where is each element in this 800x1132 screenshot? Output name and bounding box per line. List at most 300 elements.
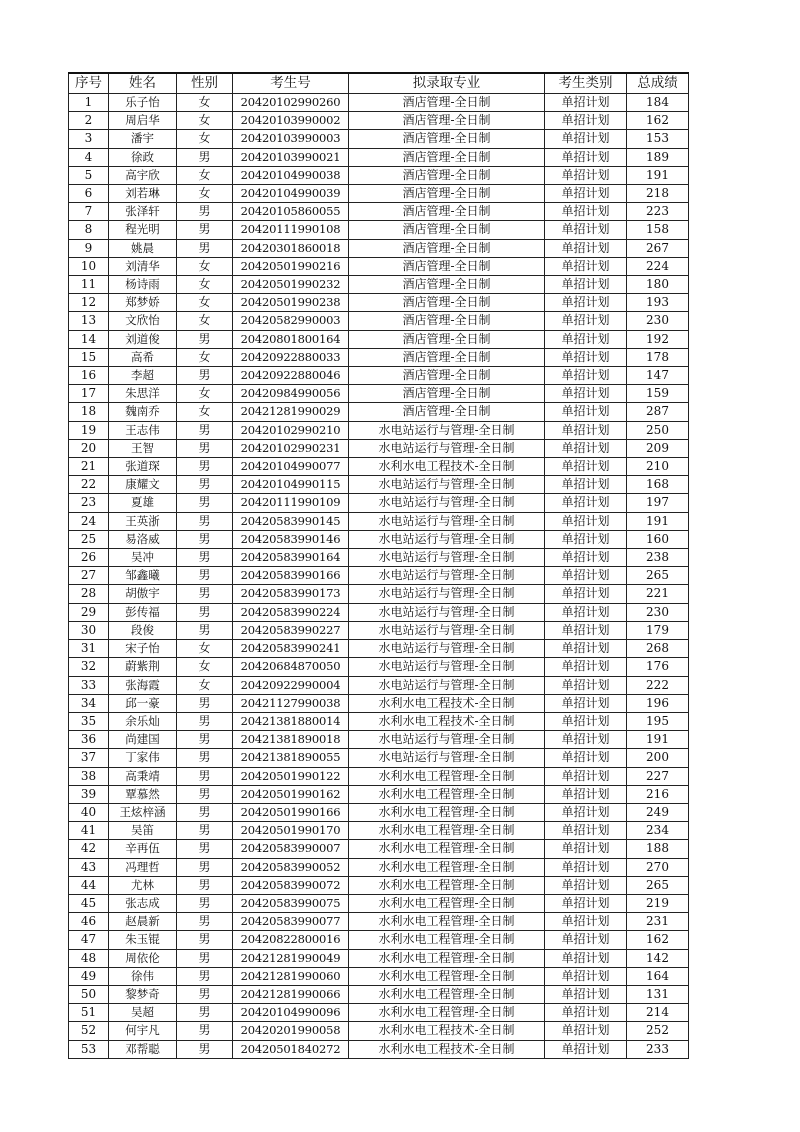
cell-name: 尤林 <box>109 876 177 894</box>
cell-gender: 男 <box>177 1004 233 1022</box>
cell-score: 158 <box>627 221 689 239</box>
cell-major: 水电站运行与管理-全日制 <box>349 658 545 676</box>
cell-name: 高宇欣 <box>109 166 177 184</box>
cell-index: 22 <box>69 476 109 494</box>
cell-score: 219 <box>627 894 689 912</box>
cell-score: 200 <box>627 749 689 767</box>
cell-gender: 女 <box>177 348 233 366</box>
cell-exam-number: 20420501990170 <box>233 822 349 840</box>
cell-score: 191 <box>627 731 689 749</box>
cell-exam-number: 20420104990038 <box>233 166 349 184</box>
cell-category: 单招计划 <box>545 367 627 385</box>
cell-name: 刘若琳 <box>109 185 177 203</box>
cell-gender: 男 <box>177 148 233 166</box>
cell-name: 王炫梓涵 <box>109 803 177 821</box>
cell-gender: 女 <box>177 312 233 330</box>
table-row <box>69 367 689 385</box>
cell-category: 单招计划 <box>545 239 627 257</box>
table-row <box>69 676 689 694</box>
cell-exam-number: 20420822800016 <box>233 931 349 949</box>
cell-gender: 男 <box>177 549 233 567</box>
cell-category: 单招计划 <box>545 476 627 494</box>
header-category: 考生类别 <box>545 73 627 94</box>
cell-exam-number: 20421281990029 <box>233 403 349 421</box>
table-row <box>69 330 689 348</box>
cell-gender: 男 <box>177 603 233 621</box>
table-row <box>69 712 689 730</box>
cell-major: 水电站运行与管理-全日制 <box>349 676 545 694</box>
cell-exam-number: 20420583990145 <box>233 512 349 530</box>
cell-index: 9 <box>69 239 109 257</box>
cell-major: 水电站运行与管理-全日制 <box>349 585 545 603</box>
table-row <box>69 767 689 785</box>
table-row <box>69 239 689 257</box>
cell-name: 尚建国 <box>109 731 177 749</box>
cell-name: 张志成 <box>109 894 177 912</box>
cell-major: 水利水电工程技术-全日制 <box>349 1022 545 1040</box>
cell-exam-number: 20420801800164 <box>233 330 349 348</box>
table-row <box>69 549 689 567</box>
cell-score: 222 <box>627 676 689 694</box>
cell-gender: 男 <box>177 476 233 494</box>
cell-gender: 男 <box>177 931 233 949</box>
cell-gender: 女 <box>177 257 233 275</box>
cell-score: 193 <box>627 294 689 312</box>
cell-major: 酒店管理-全日制 <box>349 367 545 385</box>
cell-category: 单招计划 <box>545 203 627 221</box>
cell-category: 单招计划 <box>545 312 627 330</box>
cell-exam-number: 20420501990166 <box>233 803 349 821</box>
cell-exam-number: 20420102990210 <box>233 421 349 439</box>
cell-score: 164 <box>627 967 689 985</box>
cell-major: 水利水电工程技术-全日制 <box>349 1040 545 1058</box>
cell-name: 夏雄 <box>109 494 177 512</box>
table-row <box>69 185 689 203</box>
table-row <box>69 567 689 585</box>
cell-index: 17 <box>69 385 109 403</box>
table-row <box>69 148 689 166</box>
cell-name: 朱思洋 <box>109 385 177 403</box>
cell-index: 49 <box>69 967 109 985</box>
cell-index: 15 <box>69 348 109 366</box>
cell-gender: 男 <box>177 1040 233 1058</box>
cell-category: 单招计划 <box>545 949 627 967</box>
cell-name: 邓帮聪 <box>109 1040 177 1058</box>
cell-exam-number: 20420501990122 <box>233 767 349 785</box>
cell-name: 宋子怡 <box>109 640 177 658</box>
cell-major: 水利水电工程管理-全日制 <box>349 767 545 785</box>
cell-gender: 男 <box>177 421 233 439</box>
cell-score: 230 <box>627 603 689 621</box>
cell-name: 张泽轩 <box>109 203 177 221</box>
table-row <box>69 439 689 457</box>
cell-exam-number: 20420583990146 <box>233 530 349 548</box>
cell-score: 188 <box>627 840 689 858</box>
cell-major: 酒店管理-全日制 <box>349 221 545 239</box>
table-row <box>69 731 689 749</box>
table-row <box>69 603 689 621</box>
cell-category: 单招计划 <box>545 421 627 439</box>
cell-gender: 女 <box>177 112 233 130</box>
cell-major: 酒店管理-全日制 <box>349 276 545 294</box>
cell-gender: 男 <box>177 731 233 749</box>
cell-index: 39 <box>69 785 109 803</box>
cell-exam-number: 20420103990003 <box>233 130 349 148</box>
cell-gender: 男 <box>177 985 233 1003</box>
cell-gender: 男 <box>177 822 233 840</box>
cell-name: 张海霞 <box>109 676 177 694</box>
cell-index: 51 <box>69 1004 109 1022</box>
cell-score: 192 <box>627 330 689 348</box>
cell-category: 单招计划 <box>545 1040 627 1058</box>
cell-exam-number: 20420922990004 <box>233 676 349 694</box>
cell-gender: 男 <box>177 330 233 348</box>
cell-index: 43 <box>69 858 109 876</box>
cell-major: 水电站运行与管理-全日制 <box>349 439 545 457</box>
cell-major: 水利水电工程管理-全日制 <box>349 876 545 894</box>
cell-score: 178 <box>627 348 689 366</box>
cell-major: 酒店管理-全日制 <box>349 166 545 184</box>
cell-index: 25 <box>69 530 109 548</box>
cell-score: 218 <box>627 185 689 203</box>
cell-exam-number: 20420922880033 <box>233 348 349 366</box>
cell-major: 酒店管理-全日制 <box>349 112 545 130</box>
table-row <box>69 494 689 512</box>
cell-exam-number: 20420104990077 <box>233 458 349 476</box>
cell-index: 4 <box>69 148 109 166</box>
cell-exam-number: 20421381890018 <box>233 731 349 749</box>
cell-name: 段俊 <box>109 621 177 639</box>
cell-name: 张道琛 <box>109 458 177 476</box>
cell-name: 覃慕然 <box>109 785 177 803</box>
cell-category: 单招计划 <box>545 858 627 876</box>
table-row <box>69 858 689 876</box>
cell-gender: 女 <box>177 658 233 676</box>
cell-gender: 男 <box>177 530 233 548</box>
table-row <box>69 913 689 931</box>
header-index: 序号 <box>69 73 109 94</box>
cell-category: 单招计划 <box>545 294 627 312</box>
cell-index: 45 <box>69 894 109 912</box>
cell-index: 7 <box>69 203 109 221</box>
cell-index: 20 <box>69 439 109 457</box>
cell-major: 水利水电工程管理-全日制 <box>349 931 545 949</box>
table-row <box>69 130 689 148</box>
cell-category: 单招计划 <box>545 694 627 712</box>
cell-exam-number: 20420102990231 <box>233 439 349 457</box>
cell-major: 水利水电工程管理-全日制 <box>349 858 545 876</box>
cell-category: 单招计划 <box>545 1022 627 1040</box>
cell-index: 46 <box>69 913 109 931</box>
cell-name: 文欣怡 <box>109 312 177 330</box>
table-row <box>69 385 689 403</box>
cell-score: 233 <box>627 1040 689 1058</box>
cell-index: 2 <box>69 112 109 130</box>
cell-score: 153 <box>627 130 689 148</box>
cell-gender: 男 <box>177 967 233 985</box>
table-row <box>69 403 689 421</box>
cell-category: 单招计划 <box>545 439 627 457</box>
cell-category: 单招计划 <box>545 221 627 239</box>
cell-index: 36 <box>69 731 109 749</box>
cell-name: 朱玉锟 <box>109 931 177 949</box>
cell-index: 8 <box>69 221 109 239</box>
cell-category: 单招计划 <box>545 621 627 639</box>
cell-major: 水利水电工程管理-全日制 <box>349 1004 545 1022</box>
cell-exam-number: 20420583990227 <box>233 621 349 639</box>
cell-score: 197 <box>627 494 689 512</box>
cell-score: 268 <box>627 640 689 658</box>
cell-index: 47 <box>69 931 109 949</box>
cell-exam-number: 20420501990232 <box>233 276 349 294</box>
cell-score: 168 <box>627 476 689 494</box>
cell-score: 238 <box>627 549 689 567</box>
table-row <box>69 203 689 221</box>
table-row <box>69 694 689 712</box>
cell-index: 5 <box>69 166 109 184</box>
header-row <box>69 73 689 94</box>
cell-index: 38 <box>69 767 109 785</box>
cell-score: 231 <box>627 913 689 931</box>
cell-exam-number: 20420103990021 <box>233 148 349 166</box>
cell-name: 周启华 <box>109 112 177 130</box>
cell-exam-number: 20420501990238 <box>233 294 349 312</box>
cell-gender: 男 <box>177 239 233 257</box>
cell-score: 249 <box>627 803 689 821</box>
table-row <box>69 894 689 912</box>
cell-exam-number: 20420583990052 <box>233 858 349 876</box>
table-row <box>69 112 689 130</box>
cell-category: 单招计划 <box>545 549 627 567</box>
cell-category: 单招计划 <box>545 785 627 803</box>
cell-name: 杨诗雨 <box>109 276 177 294</box>
cell-index: 21 <box>69 458 109 476</box>
cell-score: 142 <box>627 949 689 967</box>
cell-index: 31 <box>69 640 109 658</box>
cell-category: 单招计划 <box>545 676 627 694</box>
cell-score: 265 <box>627 876 689 894</box>
cell-index: 6 <box>69 185 109 203</box>
header-name: 姓名 <box>109 73 177 94</box>
cell-major: 水利水电工程技术-全日制 <box>349 458 545 476</box>
cell-gender: 女 <box>177 185 233 203</box>
cell-name: 辛再伍 <box>109 840 177 858</box>
table-row <box>69 876 689 894</box>
table-row <box>69 785 689 803</box>
cell-category: 单招计划 <box>545 803 627 821</box>
cell-name: 黎梦奇 <box>109 985 177 1003</box>
cell-gender: 男 <box>177 894 233 912</box>
cell-major: 水利水电工程管理-全日制 <box>349 822 545 840</box>
cell-gender: 女 <box>177 676 233 694</box>
cell-exam-number: 20420102990260 <box>233 94 349 112</box>
cell-score: 252 <box>627 1022 689 1040</box>
cell-index: 13 <box>69 312 109 330</box>
cell-exam-number: 20420583990173 <box>233 585 349 603</box>
cell-major: 酒店管理-全日制 <box>349 330 545 348</box>
cell-score: 184 <box>627 94 689 112</box>
cell-exam-number: 20420583990166 <box>233 567 349 585</box>
cell-major: 水电站运行与管理-全日制 <box>349 731 545 749</box>
cell-index: 44 <box>69 876 109 894</box>
cell-exam-number: 20421281990066 <box>233 985 349 1003</box>
cell-gender: 男 <box>177 767 233 785</box>
cell-category: 单招计划 <box>545 530 627 548</box>
table-row <box>69 512 689 530</box>
cell-exam-number: 20420583990007 <box>233 840 349 858</box>
cell-category: 单招计划 <box>545 257 627 275</box>
cell-name: 姚晨 <box>109 239 177 257</box>
cell-index: 37 <box>69 749 109 767</box>
cell-index: 18 <box>69 403 109 421</box>
cell-name: 乐子怡 <box>109 94 177 112</box>
cell-category: 单招计划 <box>545 112 627 130</box>
cell-major: 水电站运行与管理-全日制 <box>349 530 545 548</box>
cell-exam-number: 20420583990164 <box>233 549 349 567</box>
cell-gender: 女 <box>177 385 233 403</box>
cell-name: 王智 <box>109 439 177 457</box>
cell-category: 单招计划 <box>545 749 627 767</box>
cell-gender: 男 <box>177 876 233 894</box>
table-row <box>69 221 689 239</box>
cell-gender: 男 <box>177 803 233 821</box>
cell-exam-number: 20420104990039 <box>233 185 349 203</box>
cell-major: 水利水电工程管理-全日制 <box>349 803 545 821</box>
cell-gender: 男 <box>177 840 233 858</box>
cell-score: 270 <box>627 858 689 876</box>
cell-exam-number: 20420201990058 <box>233 1022 349 1040</box>
admission-table <box>68 72 689 1059</box>
cell-index: 19 <box>69 421 109 439</box>
table-row <box>69 822 689 840</box>
cell-name: 蔚紫荆 <box>109 658 177 676</box>
cell-major: 酒店管理-全日制 <box>349 203 545 221</box>
cell-name: 彭传福 <box>109 603 177 621</box>
cell-major: 酒店管理-全日制 <box>349 257 545 275</box>
cell-major: 水利水电工程管理-全日制 <box>349 949 545 967</box>
cell-major: 水电站运行与管理-全日制 <box>349 549 545 567</box>
cell-category: 单招计划 <box>545 876 627 894</box>
cell-score: 179 <box>627 621 689 639</box>
cell-major: 水利水电工程管理-全日制 <box>349 840 545 858</box>
cell-index: 11 <box>69 276 109 294</box>
cell-score: 287 <box>627 403 689 421</box>
cell-gender: 男 <box>177 567 233 585</box>
cell-category: 单招计划 <box>545 1004 627 1022</box>
cell-category: 单招计划 <box>545 130 627 148</box>
cell-name: 赵晨新 <box>109 913 177 931</box>
cell-major: 水利水电工程管理-全日制 <box>349 985 545 1003</box>
table-row <box>69 1022 689 1040</box>
cell-category: 单招计划 <box>545 822 627 840</box>
cell-major: 水电站运行与管理-全日制 <box>349 603 545 621</box>
cell-score: 267 <box>627 239 689 257</box>
header-major: 拟录取专业 <box>349 73 545 94</box>
table-row <box>69 294 689 312</box>
cell-score: 159 <box>627 385 689 403</box>
cell-name: 吴笛 <box>109 822 177 840</box>
cell-category: 单招计划 <box>545 330 627 348</box>
cell-exam-number: 20420104990115 <box>233 476 349 494</box>
cell-score: 234 <box>627 822 689 840</box>
table-row <box>69 803 689 821</box>
cell-exam-number: 20420984990056 <box>233 385 349 403</box>
cell-index: 35 <box>69 712 109 730</box>
cell-name: 冯理哲 <box>109 858 177 876</box>
cell-category: 单招计划 <box>545 731 627 749</box>
cell-score: 196 <box>627 694 689 712</box>
cell-gender: 男 <box>177 694 233 712</box>
cell-name: 高秉靖 <box>109 767 177 785</box>
cell-score: 162 <box>627 931 689 949</box>
table-row <box>69 421 689 439</box>
cell-score: 162 <box>627 112 689 130</box>
cell-major: 酒店管理-全日制 <box>349 239 545 257</box>
cell-index: 32 <box>69 658 109 676</box>
cell-name: 吴超 <box>109 1004 177 1022</box>
cell-name: 胡傲宇 <box>109 585 177 603</box>
cell-score: 224 <box>627 257 689 275</box>
table-row <box>69 530 689 548</box>
cell-score: 250 <box>627 421 689 439</box>
cell-major: 水利水电工程管理-全日制 <box>349 785 545 803</box>
cell-index: 10 <box>69 257 109 275</box>
cell-score: 180 <box>627 276 689 294</box>
cell-name: 何宇凡 <box>109 1022 177 1040</box>
cell-score: 147 <box>627 367 689 385</box>
cell-gender: 男 <box>177 621 233 639</box>
cell-index: 52 <box>69 1022 109 1040</box>
cell-major: 水利水电工程管理-全日制 <box>349 894 545 912</box>
cell-name: 康耀文 <box>109 476 177 494</box>
cell-gender: 男 <box>177 913 233 931</box>
table-row <box>69 1040 689 1058</box>
cell-score: 189 <box>627 148 689 166</box>
cell-score: 265 <box>627 567 689 585</box>
header-gender: 性别 <box>177 73 233 94</box>
table-row <box>69 276 689 294</box>
cell-gender: 男 <box>177 221 233 239</box>
cell-major: 水利水电工程技术-全日制 <box>349 712 545 730</box>
cell-category: 单招计划 <box>545 894 627 912</box>
cell-name: 王英浙 <box>109 512 177 530</box>
cell-exam-number: 20420582990003 <box>233 312 349 330</box>
cell-index: 34 <box>69 694 109 712</box>
cell-name: 郑梦娇 <box>109 294 177 312</box>
cell-major: 水电站运行与管理-全日制 <box>349 494 545 512</box>
cell-name: 刘清华 <box>109 257 177 275</box>
cell-score: 209 <box>627 439 689 457</box>
cell-index: 3 <box>69 130 109 148</box>
cell-exam-number: 20420103990002 <box>233 112 349 130</box>
cell-major: 水利水电工程管理-全日制 <box>349 967 545 985</box>
cell-name: 高希 <box>109 348 177 366</box>
cell-category: 单招计划 <box>545 767 627 785</box>
cell-category: 单招计划 <box>545 603 627 621</box>
cell-score: 160 <box>627 530 689 548</box>
cell-index: 12 <box>69 294 109 312</box>
cell-category: 单招计划 <box>545 512 627 530</box>
cell-category: 单招计划 <box>545 913 627 931</box>
cell-category: 单招计划 <box>545 403 627 421</box>
cell-score: 223 <box>627 203 689 221</box>
cell-gender: 男 <box>177 749 233 767</box>
cell-major: 酒店管理-全日制 <box>349 148 545 166</box>
cell-category: 单招计划 <box>545 967 627 985</box>
cell-gender: 男 <box>177 458 233 476</box>
cell-name: 程光明 <box>109 221 177 239</box>
cell-name: 徐伟 <box>109 967 177 985</box>
